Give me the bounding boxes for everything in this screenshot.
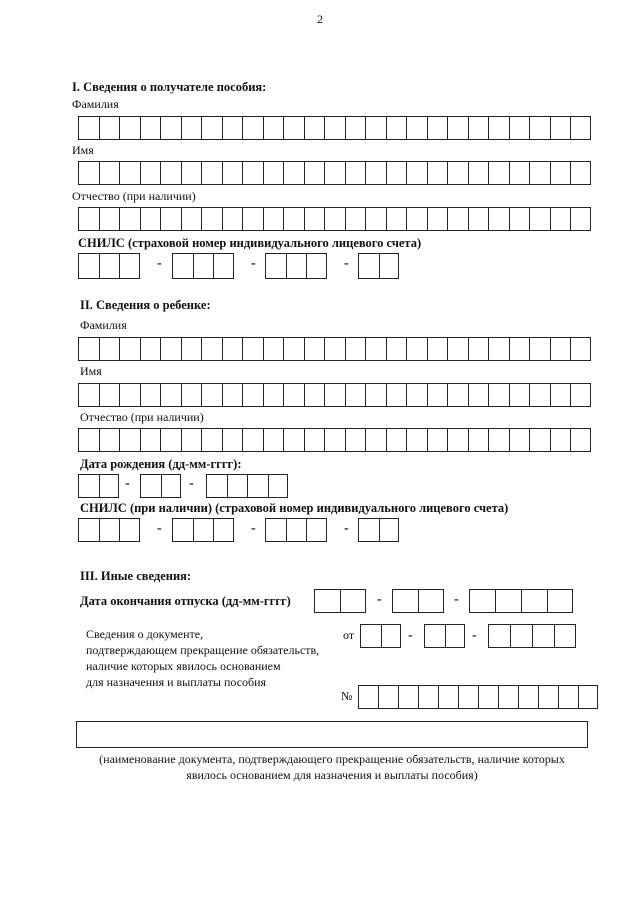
dash: - [189,476,194,491]
char-cell[interactable] [529,116,550,140]
char-cell[interactable] [468,161,489,185]
from-label: от [343,628,355,642]
char-cell[interactable] [78,383,99,407]
char-cell[interactable] [340,589,366,613]
char-cell[interactable] [140,116,161,140]
char-cell[interactable] [78,253,99,279]
char-cell[interactable] [365,116,386,140]
char-cell[interactable] [418,589,444,613]
char-cell[interactable] [509,161,530,185]
char-cell[interactable] [381,624,402,648]
char-cell[interactable] [488,428,509,452]
child-patronymic-label: Отчество (при наличии) [80,410,204,424]
char-cell[interactable] [358,685,378,709]
char-cell[interactable] [447,428,468,452]
recipient-surname-field[interactable] [78,116,591,140]
document-date-month[interactable] [424,624,465,648]
char-cell[interactable] [488,161,509,185]
page-number: 2 [317,12,323,26]
char-cell[interactable] [458,685,478,709]
document-name-field[interactable] [76,721,588,748]
char-cell[interactable] [78,116,99,140]
recipient-patronymic-label: Отчество (при наличии) [72,189,196,203]
char-cell[interactable] [488,624,510,648]
char-cell[interactable] [570,207,591,231]
char-cell[interactable] [550,116,571,140]
document-info-label: Сведения о документе, подтверждающем прекращение обязательств, наличие которых явилось основанием для назначения и выплаты пособия [86,627,320,689]
char-cell[interactable] [345,428,366,452]
char-cell[interactable] [379,518,400,542]
char-cell[interactable] [78,337,99,361]
char-cell[interactable] [570,161,591,185]
char-cell[interactable] [378,685,398,709]
char-cell[interactable] [365,161,386,185]
char-cell[interactable] [406,383,427,407]
dash: - [344,256,349,271]
char-cell[interactable] [345,207,366,231]
char-cell[interactable] [181,161,202,185]
dash: - [125,476,130,491]
char-cell[interactable] [529,161,550,185]
char-cell[interactable] [324,116,345,140]
char-cell[interactable] [532,624,554,648]
char-cell[interactable] [119,518,140,542]
char-cell[interactable] [427,207,448,231]
leave-end-day[interactable] [314,589,366,613]
child-snils-part1[interactable] [78,518,140,542]
char-cell[interactable] [206,474,227,498]
char-cell[interactable] [201,337,222,361]
char-cell[interactable] [427,161,448,185]
recipient-snils-part2[interactable] [172,253,234,279]
char-cell[interactable] [509,428,530,452]
char-cell[interactable] [424,624,445,648]
char-cell[interactable] [427,337,448,361]
char-cell[interactable] [392,589,418,613]
char-cell[interactable] [119,253,140,279]
char-cell[interactable] [365,428,386,452]
char-cell[interactable] [570,383,591,407]
char-cell[interactable] [263,116,284,140]
dash: - [157,521,162,536]
char-cell[interactable] [283,161,304,185]
char-cell[interactable] [265,253,286,279]
char-cell[interactable] [324,428,345,452]
char-cell[interactable] [447,337,468,361]
char-cell[interactable] [140,428,161,452]
char-cell[interactable] [222,428,243,452]
char-cell[interactable] [406,116,427,140]
char-cell[interactable] [263,383,284,407]
char-cell[interactable] [99,337,120,361]
child-surname-field[interactable] [78,337,591,361]
char-cell[interactable] [119,161,140,185]
char-cell[interactable] [521,589,547,613]
char-cell[interactable] [509,207,530,231]
char-cell[interactable] [509,337,530,361]
char-cell[interactable] [304,161,325,185]
section1-title: I. Сведения о получателе пособия: [72,80,267,94]
char-cell[interactable] [242,207,263,231]
char-cell[interactable] [386,207,407,231]
recipient-snils-label: СНИЛС (страховой номер индивидуального лицевого счета) [78,236,422,250]
char-cell[interactable] [529,207,550,231]
number-label: № [341,689,353,703]
char-cell[interactable] [445,624,466,648]
child-name-label: Имя [80,364,102,378]
char-cell[interactable] [345,337,366,361]
char-cell[interactable] [498,685,518,709]
char-cell[interactable] [193,518,214,542]
char-cell[interactable] [119,207,140,231]
child-snils-part4[interactable] [358,518,399,542]
char-cell[interactable] [427,428,448,452]
char-cell[interactable] [263,428,284,452]
char-cell[interactable] [172,253,193,279]
char-cell[interactable] [510,624,532,648]
char-cell[interactable] [324,383,345,407]
char-cell[interactable] [468,428,489,452]
char-cell[interactable] [99,474,120,498]
char-cell[interactable] [365,383,386,407]
char-cell[interactable] [386,116,407,140]
char-cell[interactable] [379,253,400,279]
char-cell[interactable] [286,253,307,279]
char-cell[interactable] [222,207,243,231]
char-cell[interactable] [78,161,99,185]
char-cell[interactable] [283,116,304,140]
char-cell[interactable] [447,383,468,407]
char-cell[interactable] [345,116,366,140]
char-cell[interactable] [304,428,325,452]
char-cell[interactable] [201,161,222,185]
leave-end-year[interactable] [469,589,573,613]
recipient-snils-part3[interactable] [265,253,327,279]
char-cell[interactable] [488,337,509,361]
char-cell[interactable] [263,337,284,361]
char-cell[interactable] [99,518,120,542]
char-cell[interactable] [406,428,427,452]
char-cell[interactable] [427,116,448,140]
char-cell[interactable] [119,337,140,361]
leave-end-label: Дата окончания отпуска (дд-мм-гггг) [80,594,291,608]
char-cell[interactable] [386,337,407,361]
leave-end-month[interactable] [392,589,444,613]
char-cell[interactable] [160,337,181,361]
char-cell[interactable] [386,383,407,407]
char-cell[interactable] [286,518,307,542]
char-cell[interactable] [386,161,407,185]
char-cell[interactable] [358,518,379,542]
char-cell[interactable] [306,518,327,542]
char-cell[interactable] [469,589,495,613]
char-cell[interactable] [161,474,182,498]
char-cell[interactable] [468,116,489,140]
char-cell[interactable] [418,685,438,709]
recipient-patronymic-field[interactable] [78,207,591,231]
char-cell[interactable] [314,589,340,613]
char-cell[interactable] [283,337,304,361]
char-cell[interactable] [324,337,345,361]
char-cell[interactable] [193,253,214,279]
char-cell[interactable] [242,116,263,140]
char-cell[interactable] [550,161,571,185]
char-cell[interactable] [213,518,234,542]
char-cell[interactable] [550,337,571,361]
recipient-name-label: Имя [72,143,94,157]
char-cell[interactable] [222,337,243,361]
char-cell[interactable] [99,383,120,407]
child-birth-year[interactable] [206,474,288,498]
char-cell[interactable] [304,116,325,140]
char-cell[interactable] [201,428,222,452]
child-name-field[interactable] [78,383,591,407]
char-cell[interactable] [468,207,489,231]
char-cell[interactable] [438,685,458,709]
child-birth-month[interactable] [140,474,181,498]
child-birthdate-label: Дата рождения (дд-мм-гггг): [80,457,242,471]
char-cell[interactable] [78,474,99,498]
char-cell[interactable] [478,685,498,709]
char-cell[interactable] [304,207,325,231]
char-cell[interactable] [140,207,161,231]
dash: - [157,256,162,271]
char-cell[interactable] [99,161,120,185]
document-date-year[interactable] [488,624,576,648]
char-cell[interactable] [265,518,286,542]
char-cell[interactable] [447,161,468,185]
char-cell[interactable] [140,383,161,407]
char-cell[interactable] [263,207,284,231]
char-cell[interactable] [558,685,578,709]
char-cell[interactable] [247,474,268,498]
char-cell[interactable] [283,428,304,452]
char-cell[interactable] [268,474,289,498]
recipient-name-field[interactable] [78,161,591,185]
char-cell[interactable] [181,207,202,231]
char-cell[interactable] [119,383,140,407]
char-cell[interactable] [304,383,325,407]
child-snils-part3[interactable] [265,518,327,542]
char-cell[interactable] [324,161,345,185]
char-cell[interactable] [160,161,181,185]
dash: - [454,592,459,607]
char-cell[interactable] [222,116,243,140]
char-cell[interactable] [358,253,379,279]
char-cell[interactable] [406,337,427,361]
child-surname-label: Фамилия [80,318,127,332]
char-cell[interactable] [140,337,161,361]
char-cell[interactable] [529,428,550,452]
char-cell[interactable] [447,116,468,140]
char-cell[interactable] [570,428,591,452]
dash: - [377,592,382,607]
char-cell[interactable] [201,207,222,231]
char-cell[interactable] [509,116,530,140]
char-cell[interactable] [119,428,140,452]
char-cell[interactable] [227,474,248,498]
char-cell[interactable] [263,161,284,185]
char-cell[interactable] [529,383,550,407]
char-cell[interactable] [213,253,234,279]
char-cell[interactable] [160,428,181,452]
char-cell[interactable] [222,383,243,407]
char-cell[interactable] [518,685,538,709]
char-cell[interactable] [160,207,181,231]
char-cell[interactable] [550,207,571,231]
dash: - [408,628,413,643]
char-cell[interactable] [488,116,509,140]
char-cell[interactable] [578,685,598,709]
char-cell[interactable] [172,518,193,542]
child-patronymic-field[interactable] [78,428,591,452]
char-cell[interactable] [447,207,468,231]
char-cell[interactable] [406,207,427,231]
section2-title: II. Сведения о ребенке: [80,298,211,312]
char-cell[interactable] [324,207,345,231]
char-cell[interactable] [554,624,576,648]
char-cell[interactable] [201,116,222,140]
char-cell[interactable] [99,428,120,452]
dash: - [344,521,349,536]
char-cell[interactable] [78,518,99,542]
char-cell[interactable] [529,337,550,361]
char-cell[interactable] [550,428,571,452]
char-cell[interactable] [304,337,325,361]
char-cell[interactable] [360,624,381,648]
child-snils-label: СНИЛС (при наличии) (страховой номер индивидуального лицевого счета) [80,501,509,515]
char-cell[interactable] [78,428,99,452]
char-cell[interactable] [222,161,243,185]
char-cell[interactable] [306,253,327,279]
char-cell[interactable] [283,383,304,407]
section3-title: III. Иные сведения: [80,569,192,583]
char-cell[interactable] [386,428,407,452]
char-cell[interactable] [181,116,202,140]
char-cell[interactable] [488,207,509,231]
child-snils-part2[interactable] [172,518,234,542]
char-cell[interactable] [242,161,263,185]
document-name-caption: (наименование документа, подтверждающего прекращение обязательств, наличие которых явилось основанием для назначения и выплаты пособия) [99,752,565,782]
char-cell[interactable] [345,161,366,185]
char-cell[interactable] [427,383,448,407]
char-cell[interactable] [509,383,530,407]
document-number-field[interactable] [358,685,598,709]
char-cell[interactable] [538,685,558,709]
char-cell[interactable] [140,474,161,498]
char-cell[interactable] [495,589,521,613]
char-cell[interactable] [181,383,202,407]
char-cell[interactable] [160,116,181,140]
char-cell[interactable] [570,116,591,140]
char-cell[interactable] [242,337,263,361]
char-cell[interactable] [181,337,202,361]
child-birth-day[interactable] [78,474,119,498]
char-cell[interactable] [119,116,140,140]
char-cell[interactable] [99,116,120,140]
char-cell[interactable] [570,337,591,361]
char-cell[interactable] [345,383,366,407]
char-cell[interactable] [160,383,181,407]
char-cell[interactable] [398,685,418,709]
char-cell[interactable] [365,207,386,231]
char-cell[interactable] [242,428,263,452]
char-cell[interactable] [488,383,509,407]
recipient-surname-label: Фамилия [72,97,119,111]
char-cell[interactable] [99,253,120,279]
recipient-snils-part4[interactable] [358,253,399,279]
dash: - [251,521,256,536]
char-cell[interactable] [468,383,489,407]
char-cell[interactable] [78,207,99,231]
char-cell[interactable] [468,337,489,361]
document-date-day[interactable] [360,624,401,648]
dash: - [472,628,477,643]
char-cell[interactable] [283,207,304,231]
char-cell[interactable] [201,383,222,407]
char-cell[interactable] [365,337,386,361]
char-cell[interactable] [242,383,263,407]
char-cell[interactable] [547,589,573,613]
char-cell[interactable] [181,428,202,452]
dash: - [251,256,256,271]
char-cell[interactable] [140,161,161,185]
recipient-snils-part1[interactable] [78,253,140,279]
char-cell[interactable] [550,383,571,407]
char-cell[interactable] [406,161,427,185]
char-cell[interactable] [99,207,120,231]
